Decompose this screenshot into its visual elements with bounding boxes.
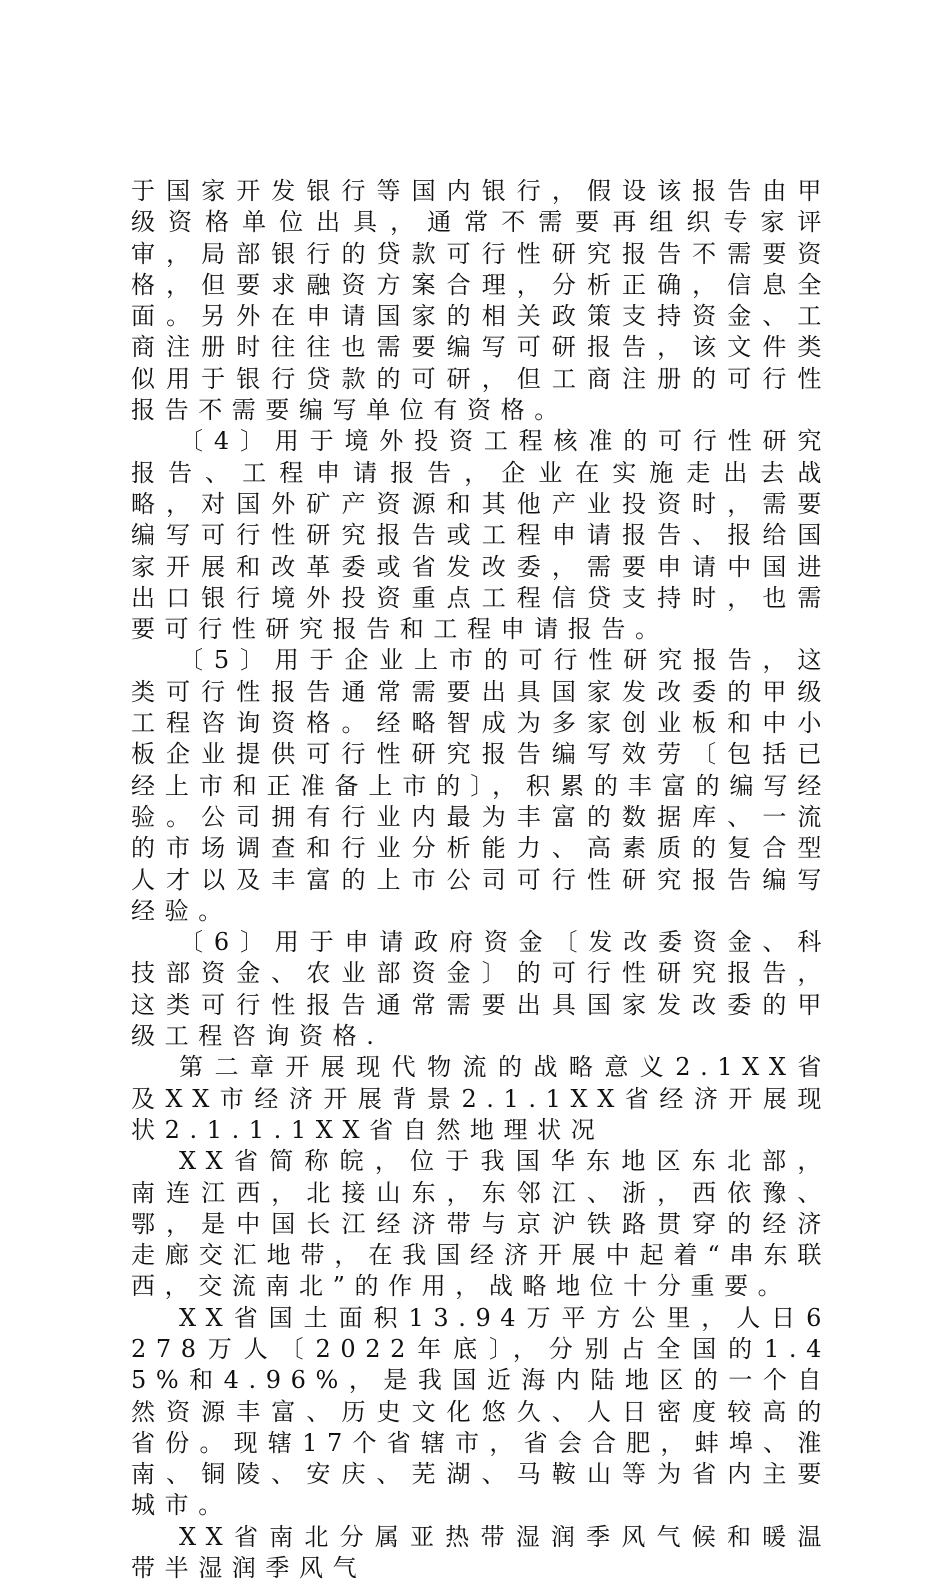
chapter-heading-logistics-significance: 第二章开展现代物流的战略意义2.1XX省及XX市经济开展背景2.1.1XX省经济开展现状2.1.1.1XX省自然地理状况 (131, 1053, 831, 1144)
paragraph-province-location: XX省简称皖，位于我国华东地区东北部，南连江西，北接山东，东邻江、浙，西依豫、鄂，是中国长江经济带与京沪铁路贯穿的经济走廊交汇地带，在我国经济开展中起着“串东联西，交流南北”的作用，战略地位十分重要。 (131, 1147, 831, 1301)
paragraph-bank-loan-report: 于国家开发银行等国内银行，假设该报告由甲级资格单位出具，通常不需要再组织专家评审，局部银行的贷款可行性研究报告不需要资格，但要求融资方案合理，分析正确，信息全面。另外在申请国家的相关政策支持资金、工商注册时往往也需要编写可研报告，该文件类似用于银行贷款的可研，但工商注册的可行性报告不需要编写单位有资格。 (131, 177, 831, 425)
document-page (131, 176, 831, 1584)
paragraph-province-area-population: XX省国土面积13.94万平方公里，人日6278万人〔2022年底〕，分别占全国的1.45%和4.96%，是我国近海内陆地区的一个自然资源丰富、历史文化悠久、人日密度较高的省份。现辖17个省辖市，省会合肥，蚌埠、淮南、铜陵、安庆、芜湖、马鞍山等为省内主要城市。 (131, 1303, 831, 1520)
paragraph-item-6-government-funds: 〔6〕用于申请政府资金〔发改委资金、科技部资金、农业部资金〕的可行性研究报告，这类可行性报告通常需要出具国家发改委的甲级工程咨询资格. (131, 928, 831, 1051)
paragraph-item-5-listing: 〔5〕用于企业上市的可行性研究报告，这类可行性报告通常需要出具国家发改委的甲级工程咨询资格。经略智成为多家创业板和中小板企业提供可行性研究报告编写效劳〔包括已经上市和正准备上市的〕，积累的丰富的编写经验。公司拥有行业内最为丰富的数据库、一流的市场调查和行业分析能力、高素质的复合型人才以及丰富的上市公司可行性研究报告编写经验。 (131, 646, 831, 925)
paragraph-item-4-overseas-investment: 〔4〕用于境外投资工程核准的可行性研究报告、工程申请报告，企业在实施走出去战略，对国外矿产资源和其他产业投资时，需要编写可行性研究报告或工程申请报告、报给国家开展和改革委或省发改委，需要申请中国进出口银行境外投资重点工程信贷支持时，也需要可行性研究报告和工程申请报告。 (131, 427, 831, 644)
paragraph-province-climate: XX省南北分属亚热带湿润季风气候和暖温带半湿润季风气 (131, 1522, 831, 1583)
